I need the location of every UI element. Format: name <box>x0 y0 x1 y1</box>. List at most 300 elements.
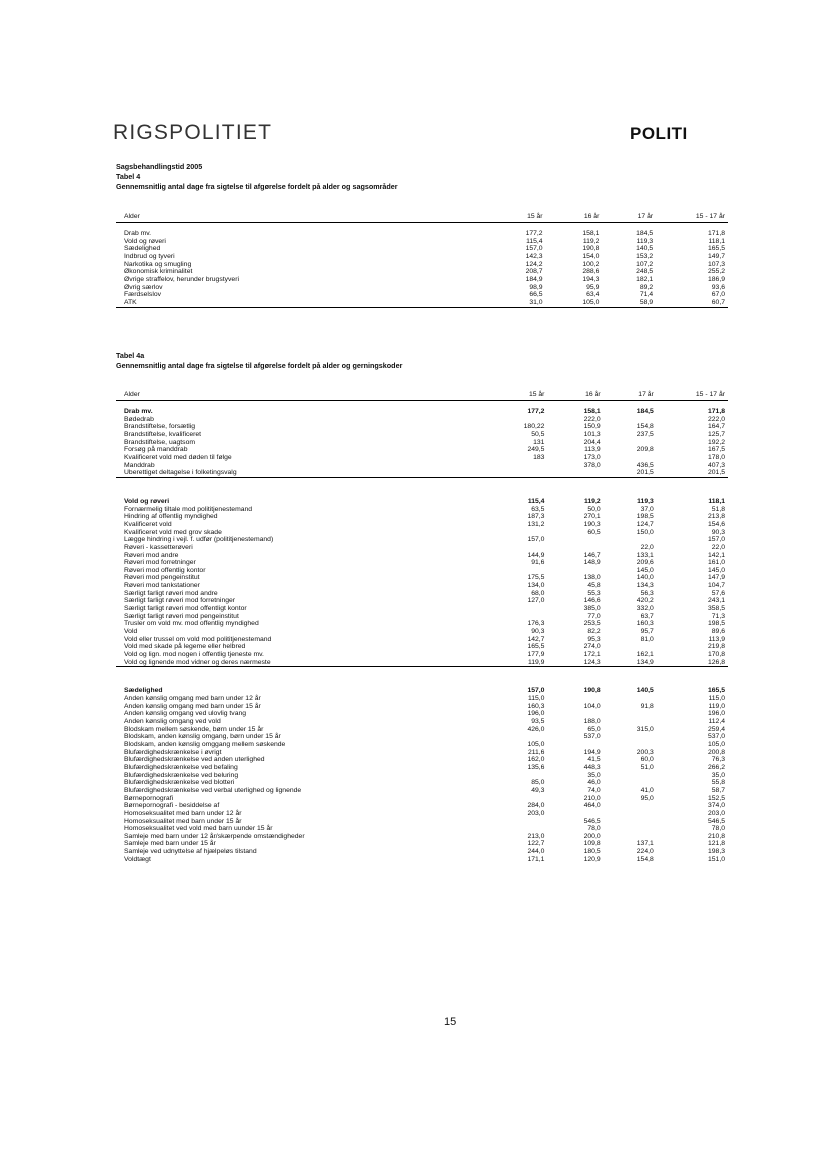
cell-value: 137,1 <box>636 840 654 848</box>
row-label: Særligt farligt røveri mod forretninger <box>124 597 236 605</box>
politi-logo: POLITI <box>630 124 688 143</box>
cell-value: 22,0 <box>711 543 725 551</box>
cell-value: 45,8 <box>587 582 601 590</box>
row-label: Anden kønslig omgang med barn under 12 år <box>124 695 261 702</box>
cell-value: 161,0 <box>707 559 725 567</box>
cell-value: 546,5 <box>707 817 725 825</box>
table-row <box>116 416 728 424</box>
cell-value: 201,5 <box>603 469 662 477</box>
cell-value: 58,7 <box>711 786 725 794</box>
empty-cell <box>549 477 602 498</box>
cell-value: 244,0 <box>527 848 545 856</box>
table-row <box>116 718 728 726</box>
cell-value: 210,8 <box>707 832 725 840</box>
cell-value: 63,7 <box>640 612 654 620</box>
cell-value: 115,0 <box>708 695 725 702</box>
row-label: Lægge hindring i vejl. f. udfør (polititjenestemand) <box>124 536 274 544</box>
row-label: Sædelighed <box>124 687 163 695</box>
row-label: Vold med skade på legeme eller helbred <box>124 643 246 651</box>
row-label: Homoseksualitet med barn under 15 år <box>124 817 242 825</box>
cell-value: 210,0 <box>583 794 601 802</box>
cell-value: 71,4 <box>639 291 654 299</box>
cell-value: 78,0 <box>587 825 601 833</box>
row-label: Røveri mod pengeinstitut <box>124 574 200 582</box>
cell-value: 149,7 <box>707 252 725 260</box>
table-row <box>116 818 728 826</box>
cell-value: 147,9 <box>707 574 725 582</box>
table-row <box>116 230 728 238</box>
cell-value: 224,0 <box>636 848 654 856</box>
table-row <box>116 825 728 833</box>
row-label: Blufærdighedskrænkelse i øvrigt <box>124 748 222 756</box>
table-row <box>116 439 728 447</box>
table-row <box>116 245 728 253</box>
table-row <box>116 431 728 439</box>
table-row <box>116 787 728 795</box>
row-label: Bødedrab <box>124 415 154 423</box>
cell-value: 537,0 <box>583 733 601 741</box>
cell-value: 95,0 <box>640 794 654 802</box>
cell-value: 22,0 <box>640 543 654 551</box>
cell-value: 436,5 <box>636 461 654 469</box>
cell-value: 180,5 <box>583 848 601 856</box>
table-row <box>116 848 728 856</box>
cell-value: 15 år <box>491 212 548 223</box>
cell-value: 67,0 <box>711 291 725 299</box>
table-row <box>116 856 728 864</box>
table-row <box>116 695 728 703</box>
cell-value: 158,1 <box>582 230 600 237</box>
cell-value: 119,2 <box>582 237 600 245</box>
cell-value <box>603 718 662 726</box>
cell-value: 124,2 <box>525 260 543 268</box>
row-label: Vold og røveri <box>124 237 166 245</box>
cell-value <box>549 544 602 552</box>
cell-value <box>493 567 550 575</box>
cell-value: 183 <box>533 453 545 461</box>
table-row <box>116 521 728 529</box>
row-label: Anden kønslig omgang ved vold <box>124 717 221 725</box>
cell-value <box>549 536 602 544</box>
cell-value: 219,8 <box>707 643 725 651</box>
cell-value: 107,2 <box>636 260 654 268</box>
table-row <box>116 733 728 741</box>
cell-value: 124,7 <box>636 520 654 528</box>
cell-value <box>603 833 662 841</box>
cell-value: 173,0 <box>583 453 601 461</box>
table-row <box>116 238 728 246</box>
cell-value: 101,3 <box>583 430 601 438</box>
cell-value: 237,5 <box>636 430 654 438</box>
row-label: Vold og lign. mod nogen i offentlig tjeneste mv. <box>124 651 264 659</box>
cell-value: 35,0 <box>711 771 725 779</box>
table-row <box>116 291 728 299</box>
cell-value <box>603 779 662 787</box>
cell-value: 133,1 <box>636 551 654 559</box>
cell-value: 201,5 <box>662 469 728 477</box>
table-row <box>116 802 728 810</box>
cell-value <box>603 643 662 651</box>
cell-value: 171,8 <box>707 408 725 415</box>
cell-value: 119,3 <box>637 497 654 505</box>
cell-value: 105,0 <box>548 299 602 307</box>
cell-value: 177,9 <box>527 651 545 659</box>
row-label: Drab mv. <box>124 408 153 415</box>
empty-cell <box>603 401 662 409</box>
cell-value: 15 - 17 år <box>661 212 728 223</box>
cell-value: 249,5 <box>527 446 545 454</box>
empty-cell <box>662 477 728 498</box>
cell-value: 184,5 <box>636 230 654 237</box>
cell-value: 154,6 <box>707 520 725 528</box>
cell-value: 150,0 <box>636 528 654 536</box>
table-row <box>116 605 728 613</box>
empty-cell <box>548 223 602 231</box>
cell-value: 204,4 <box>583 438 601 446</box>
cell-value: 63,4 <box>586 291 600 299</box>
cell-value: 385,0 <box>583 605 601 613</box>
table-row <box>116 582 728 590</box>
row-label: Anden kønslig omgang med barn under 15 år <box>124 702 261 710</box>
cell-value: 140,5 <box>636 245 654 253</box>
cell-value: 162,0 <box>527 756 545 764</box>
cell-value: 378,0 <box>583 461 601 469</box>
cell-value: 140,0 <box>636 574 654 582</box>
table-row <box>116 756 728 764</box>
cell-value: 184,9 <box>525 275 543 283</box>
table-row <box>116 628 728 636</box>
empty-cell <box>116 223 491 231</box>
row-label: Forsøg på manddrab <box>124 446 188 454</box>
cell-value <box>603 825 662 833</box>
cell-value: 154,0 <box>582 252 600 260</box>
cell-value: 95,7 <box>640 628 654 636</box>
cell-value: 203,0 <box>707 809 725 817</box>
cell-value <box>493 825 550 833</box>
cell-value: 90,3 <box>711 528 725 536</box>
row-label: Anden kønslig omgang ved ulovlig tvang <box>124 710 247 718</box>
row-label: ATK <box>116 299 491 307</box>
cell-value <box>493 795 550 803</box>
row-label: Blodskam mellem søskende, børn under 15 år <box>124 725 264 733</box>
cell-value: 122,7 <box>527 840 545 848</box>
cell-value: 46,0 <box>587 779 601 787</box>
cell-value: 74,0 <box>587 786 601 794</box>
empty-cell <box>116 477 493 498</box>
cell-value <box>493 529 550 537</box>
table4-title: Tabel 4 <box>116 172 141 181</box>
cell-value: 150,9 <box>583 423 601 431</box>
row-label: Øvrig særlov <box>124 283 163 291</box>
row-label: Alder <box>116 212 491 223</box>
empty-cell <box>493 667 550 688</box>
row-label: Kvalificeret vold <box>124 520 172 528</box>
row-label: Hindring af offentlig myndighed <box>124 513 218 521</box>
cell-value: 407,3 <box>707 461 725 469</box>
table4 <box>116 212 728 308</box>
cell-value: 153,2 <box>636 252 654 260</box>
cell-value: 138,0 <box>583 574 601 582</box>
empty-cell <box>603 667 662 688</box>
cell-value: 171,8 <box>707 230 725 237</box>
table4a-subtitle: Gennemsnitlig antal dage fra sigtelse til afgørelse fordelt på alder og gerningskoder <box>116 361 403 370</box>
cell-value: 41,0 <box>640 786 654 794</box>
cell-value: 274,0 <box>583 643 601 651</box>
cell-value: 198,5 <box>636 513 654 521</box>
cell-value: 120,9 <box>583 855 601 863</box>
cell-value <box>493 462 550 470</box>
cell-value: 157,0 <box>707 536 725 544</box>
table-row <box>116 276 728 284</box>
spacer-row <box>116 477 728 498</box>
cell-value: 165,5 <box>707 687 725 695</box>
cell-value: 145,0 <box>707 566 725 574</box>
empty-cell <box>116 401 493 409</box>
cell-value: 121,8 <box>707 840 725 848</box>
cell-value: 78,0 <box>711 825 725 833</box>
table-row <box>116 506 728 514</box>
cell-value: 35,0 <box>587 771 601 779</box>
cell-value: 196,0 <box>707 710 725 718</box>
row-label: Blufærdighedskrænkelse ved befaling <box>124 763 238 771</box>
table-row <box>116 284 728 292</box>
table-row <box>116 536 728 544</box>
table-row <box>116 810 728 818</box>
table-row <box>116 513 728 521</box>
row-label: Trusler om vold mv. mod offentlig myndighed <box>124 620 259 628</box>
cell-value: 175,5 <box>527 574 545 582</box>
cell-value <box>493 605 550 613</box>
cell-value: 192,2 <box>707 438 725 446</box>
cell-value: 15 år <box>493 390 550 401</box>
row-label: Uberettiget deltagelse i folketingsvalg <box>116 469 493 477</box>
table-row <box>116 544 728 552</box>
cell-value: 135,6 <box>527 763 545 771</box>
table-row <box>116 268 728 276</box>
cell-value: 152,5 <box>707 794 725 802</box>
cell-value: 546,5 <box>583 817 601 825</box>
cell-value: 284,0 <box>527 802 545 810</box>
cell-value: 58,9 <box>601 299 661 307</box>
row-label: Vold og lignende mod vidner og deres nærmeste <box>116 659 493 667</box>
cell-value: 151,0 <box>707 855 725 863</box>
cell-value: 203,0 <box>527 809 545 817</box>
table-row <box>116 423 728 431</box>
row-label: Børnepornografi - besiddelse af <box>124 802 220 810</box>
cell-value: 177,2 <box>525 230 543 237</box>
cell-value <box>549 469 602 477</box>
cell-value: 142,1 <box>707 551 725 559</box>
cell-value: 154,8 <box>636 423 654 431</box>
empty-cell <box>491 223 548 231</box>
table-header-row <box>116 212 728 223</box>
cell-value: 118,1 <box>708 237 725 245</box>
table-row <box>116 764 728 772</box>
cell-value: 374,0 <box>707 802 725 810</box>
table-row <box>116 469 728 477</box>
cell-value <box>493 416 550 424</box>
table-row <box>116 574 728 582</box>
table-row <box>116 559 728 567</box>
cell-value: 100,2 <box>582 260 600 268</box>
row-label: Røveri - kassetterøveri <box>124 543 193 551</box>
cell-value: 187,3 <box>527 513 545 521</box>
cell-value: 426,0 <box>527 725 545 733</box>
cell-value: 146,7 <box>583 551 601 559</box>
row-label: Blodskam, anden kønslig omggang mellem søskende <box>124 740 286 748</box>
row-label: Alder <box>116 390 493 401</box>
cell-value: 188,0 <box>583 717 601 725</box>
empty-cell <box>662 401 728 409</box>
cell-value: 145,0 <box>636 566 654 574</box>
cell-value: 537,0 <box>707 733 725 741</box>
group-total-row <box>116 687 728 695</box>
cell-value: 157,0 <box>525 245 543 253</box>
cell-value: 115,4 <box>527 497 545 505</box>
cell-value: 93,5 <box>531 717 545 725</box>
cell-value: 71,3 <box>711 612 725 620</box>
table-row <box>116 659 728 667</box>
table-row <box>116 741 728 749</box>
cell-value: 142,3 <box>525 252 543 260</box>
row-label: Røveri mod andre <box>124 551 179 559</box>
cell-value: 266,2 <box>707 763 725 771</box>
table4a <box>116 390 728 863</box>
cell-value: 134,0 <box>527 582 545 590</box>
table-row <box>116 840 728 848</box>
cell-value: 198,5 <box>707 620 725 628</box>
cell-value: 16 år <box>548 212 602 223</box>
spacer-row <box>116 667 728 688</box>
row-label: Blufærdighedskrænkelse ved anden uterlighed <box>124 756 265 764</box>
cell-value: 222,0 <box>583 415 601 423</box>
cell-value: 85,0 <box>531 779 545 787</box>
cell-value: 170,8 <box>707 651 725 659</box>
row-label: Brandstiftelse, forsætlig <box>124 423 196 431</box>
row-label: Brandstiftelse, kvalificeret <box>124 430 202 438</box>
cell-value: 126,8 <box>662 659 728 667</box>
cell-value: 81,0 <box>640 635 654 643</box>
cell-value: 358,5 <box>707 605 725 613</box>
cell-value: 51,8 <box>711 505 725 513</box>
cell-value: 253,5 <box>583 620 601 628</box>
empty-cell <box>549 401 602 409</box>
cell-value: 98,9 <box>529 283 543 291</box>
row-label: Kvalificeret vold med grov skade <box>124 528 222 536</box>
cell-value <box>549 567 602 575</box>
cell-value: 60,5 <box>587 528 601 536</box>
cell-value: 15 - 17 år <box>662 390 728 401</box>
cell-value: 60,0 <box>640 756 654 764</box>
cell-value: 49,3 <box>531 786 545 794</box>
row-label: Narkotika og smugling <box>124 260 192 268</box>
row-label: Indbrud og tyveri <box>124 252 175 260</box>
table-row <box>116 779 728 787</box>
cell-value: 420,2 <box>636 597 654 605</box>
cell-value: 213,0 <box>527 832 545 840</box>
table-row <box>116 749 728 757</box>
cell-value: 115,0 <box>527 695 545 702</box>
cell-value: 448,3 <box>583 763 601 771</box>
row-label: Samleje ved udnyttelse af hjælpeløs tilstand <box>124 848 257 856</box>
row-label: Vold eller trussel om vold mod polititjenestemand <box>124 635 272 643</box>
cell-value <box>493 544 550 552</box>
cell-value <box>603 733 662 741</box>
row-label: Økonomisk kriminalitet <box>124 268 193 276</box>
cell-value: 109,8 <box>583 840 601 848</box>
row-label: Særligt farligt røveri mod offentligt kontor <box>124 605 247 613</box>
table-row <box>116 772 728 780</box>
cell-value: 119,2 <box>583 497 601 505</box>
cell-value: 56,3 <box>640 589 654 597</box>
spacer-row <box>116 223 728 231</box>
row-label: Blufærdighedskrænkelse ved beluring <box>124 771 239 779</box>
cell-value: 165,5 <box>527 643 545 651</box>
cell-value: 118,1 <box>708 497 725 505</box>
cell-value <box>603 741 662 749</box>
cell-value <box>603 695 662 703</box>
table-row <box>116 590 728 598</box>
cell-value: 140,5 <box>636 687 654 695</box>
cell-value: 142,7 <box>527 635 545 643</box>
cell-value: 17 år <box>603 390 662 401</box>
cell-value: 190,8 <box>583 687 601 695</box>
cell-value: 55,3 <box>587 589 601 597</box>
cell-value: 93,6 <box>711 283 725 291</box>
cell-value: 31,0 <box>491 299 548 307</box>
row-label: Børnepornografi <box>124 794 174 802</box>
cell-value: 89,6 <box>711 628 725 636</box>
row-label: Vold og røveri <box>124 497 170 505</box>
cell-value: 51,0 <box>640 763 654 771</box>
empty-cell <box>662 667 728 688</box>
cell-value: 148,9 <box>583 559 601 567</box>
table-header-row <box>116 390 728 401</box>
table4-subtitle: Gennemsnitlig antal dage fra sigtelse til afgørelse fordelt på alder og sagsområder <box>116 182 398 191</box>
cell-value: 171,1 <box>527 855 545 863</box>
table-row <box>116 597 728 605</box>
cell-value <box>603 772 662 780</box>
cell-value: 222,0 <box>707 415 725 423</box>
row-label: Færdselslov <box>124 291 162 299</box>
row-label: Røveri mod offentlig kontor <box>124 566 206 574</box>
cell-value: 288,6 <box>582 268 600 276</box>
cell-value: 190,8 <box>582 245 600 253</box>
cell-value: 200,3 <box>636 748 654 756</box>
row-label: Samleje med barn under 15 år <box>124 840 216 848</box>
row-label: Øvrige straffelov, herunder brugstyveri <box>124 275 239 283</box>
cell-value: 164,7 <box>707 423 725 431</box>
row-label: Vold <box>124 628 138 636</box>
cell-value: 176,3 <box>527 620 545 628</box>
empty-cell <box>603 477 662 498</box>
row-label: Blufærdighedskrænkelse ved blotteri <box>124 779 235 787</box>
empty-cell <box>661 223 728 231</box>
cell-value <box>549 810 602 818</box>
cell-value: 134,3 <box>636 582 654 590</box>
cell-value: 115,4 <box>526 237 543 245</box>
cell-value: 213,8 <box>707 513 725 521</box>
table-row <box>116 462 728 470</box>
cell-value <box>493 772 550 780</box>
cell-value: 160,3 <box>636 620 654 628</box>
cell-value: 41,5 <box>587 756 601 764</box>
cell-value: 112,4 <box>708 717 725 725</box>
cell-value: 160,3 <box>527 702 545 710</box>
cell-value <box>493 733 550 741</box>
cell-value <box>549 741 602 749</box>
cell-value: 50,5 <box>531 430 545 438</box>
